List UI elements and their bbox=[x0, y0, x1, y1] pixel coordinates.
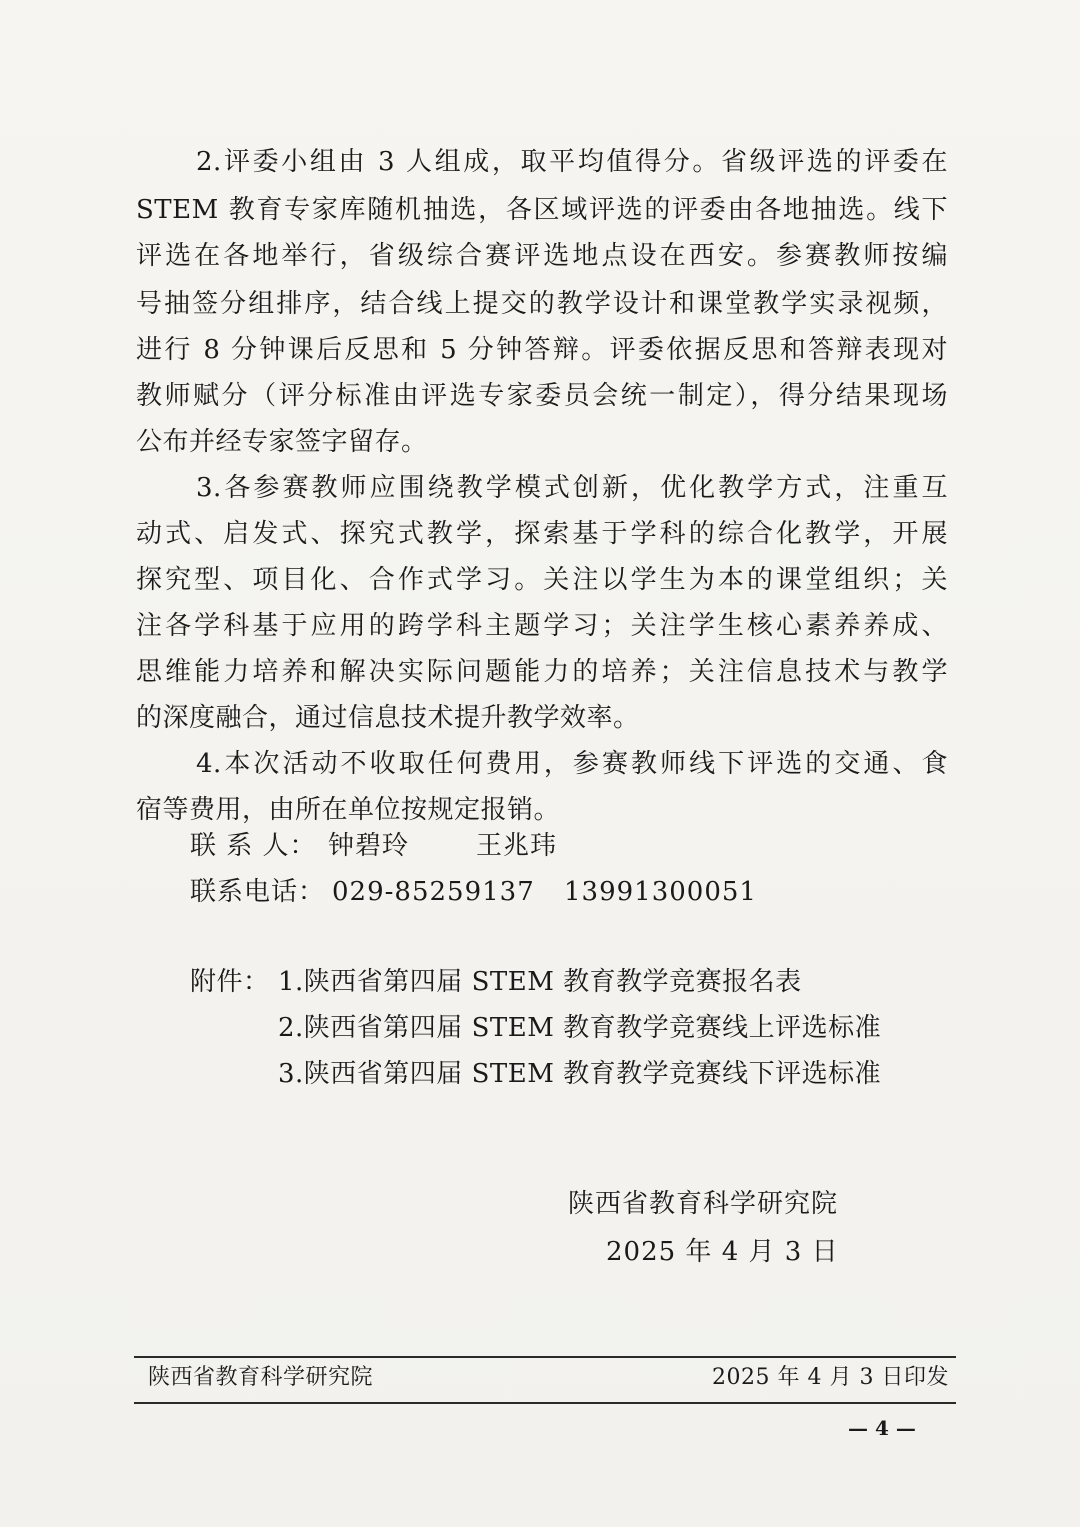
footer-org: 陕西省教育科学研究院 bbox=[148, 1365, 374, 1390]
contact-person-1: 钟碧玲 bbox=[328, 831, 410, 861]
contact-phone-2: 13991300051 bbox=[564, 877, 757, 907]
attachments-label: 附件： bbox=[190, 967, 270, 997]
attachment-item: 3.陕西省第四届 STEM 教育教学竞赛线下评选标准 bbox=[278, 1059, 882, 1089]
body-line: 4.本次活动不收取任何费用，参赛教师线下评选的交通、食 bbox=[196, 749, 948, 779]
body-line: STEM 教育专家库随机抽选，各区域评选的评委由各地抽选。线下 bbox=[136, 195, 948, 225]
body-line: 思维能力培养和解决实际问题能力的培养；关注信息技术与教学 bbox=[136, 657, 948, 687]
attachment-item: 2.陕西省第四届 STEM 教育教学竞赛线上评选标准 bbox=[278, 1013, 882, 1043]
contact-phone-label: 联系电话： bbox=[190, 877, 326, 907]
body-line: 注各学科基于应用的跨学科主题学习；关注学生核心素养养成、 bbox=[136, 611, 948, 641]
signature-date: 2025 年 4 月 3 日 bbox=[606, 1237, 839, 1267]
body-line: 宿等费用，由所在单位按规定报销。 bbox=[136, 795, 561, 825]
body-line: 进行 8 分钟课后反思和 5 分钟答辩。评委依据反思和答辩表现对 bbox=[136, 335, 948, 365]
footer-issued-date: 2025 年 4 月 3 日印发 bbox=[712, 1365, 949, 1390]
body-line: 号抽签分组排序，结合线上提交的教学设计和课堂教学实录视频， bbox=[136, 289, 948, 319]
body-line: 教师赋分（评分标准由评选专家委员会统一制定），得分结果现场 bbox=[136, 381, 948, 411]
footer-top-rule bbox=[134, 1356, 956, 1358]
body-line: 公布并经专家签字留存。 bbox=[136, 427, 428, 457]
contact-phone-1: 029-85259137 bbox=[332, 877, 535, 907]
body-line: 评选在各地举行，省级综合赛评选地点设在西安。参赛教师按编 bbox=[136, 241, 948, 271]
attachment-item: 1.陕西省第四届 STEM 教育教学竞赛报名表 bbox=[278, 967, 802, 997]
page-number: — 4 — bbox=[848, 1416, 916, 1440]
body-line: 动式、启发式、探究式教学，探索基于学科的综合化教学，开展 bbox=[136, 519, 948, 549]
contact-person-label: 联 系 人： bbox=[190, 831, 317, 861]
footer-bottom-rule bbox=[134, 1402, 956, 1404]
contact-person-2: 王兆玮 bbox=[476, 831, 558, 861]
body-line: 3.各参赛教师应围绕教学模式创新，优化教学方式，注重互 bbox=[196, 473, 948, 503]
body-line: 2.评委小组由 3 人组成，取平均值得分。省级评选的评委在 bbox=[196, 147, 948, 177]
body-line: 的深度融合，通过信息技术提升教学效率。 bbox=[136, 703, 640, 733]
body-line: 探究型、项目化、合作式学习。关注以学生为本的课堂组织；关 bbox=[136, 565, 948, 595]
signature-org: 陕西省教育科学研究院 bbox=[568, 1189, 839, 1219]
